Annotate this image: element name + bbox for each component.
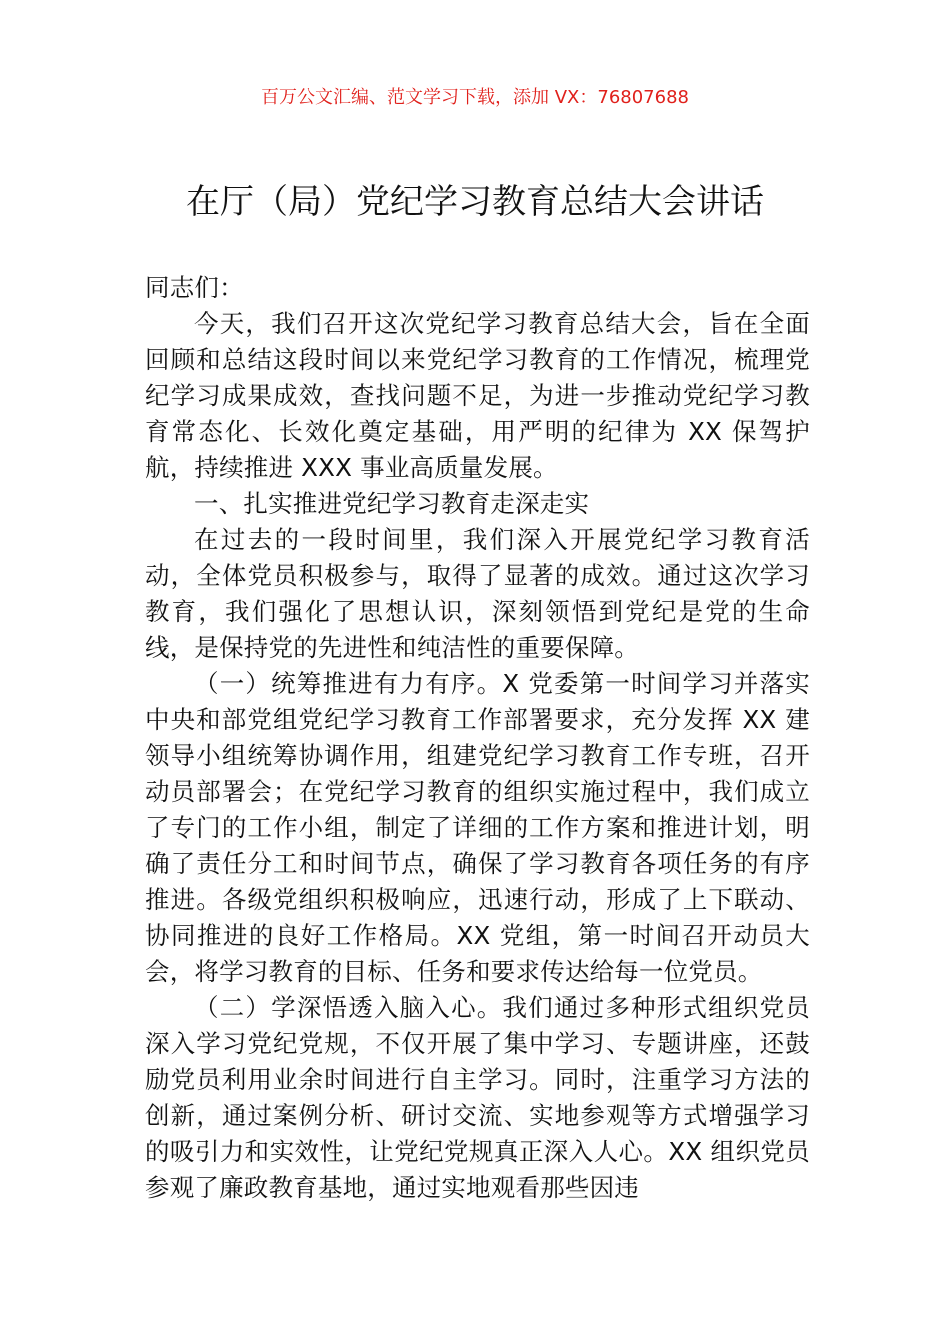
paragraph-subsection-2: （二）学深悟透入脑入心。我们通过多种形式组织党员深入学习党纪党规，不仅开展了集中学习、专题讲座，还鼓励党员利用业余时间进行自主学习。同时，注重学习方法的创新，通过案例分析、研讨交流、实地参观等方式增强学习的吸引力和实效性，让党纪党规真正深入人心。XX 组织党员参观了廉政教育基地，通过实地观看那些因违: [145, 993, 810, 1202]
section-heading-1: 一、扎实推进党纪学习教育走深走实: [194, 489, 590, 518]
paragraph-intro: 今天，我们召开这次党纪学习教育总结大会，旨在全面回顾和总结这段时间以来党纪学习教育的工作情况，梳理党纪学习成果成效，查找问题不足，为进一步推动党纪学习教育常态化、长效化奠定基础，用严明的纪律为 XX 保驾护航，持续推进 XXX 事业高质量发展。: [145, 309, 810, 482]
paragraph-subsection-1: （一）统筹推进有力有序。X 党委第一时间学习并落实中央和部党组党纪学习教育工作部署要求，充分发挥 XX 建领导小组统筹协调作用，组建党纪学习教育工作专班，召开动员部署会；在党纪学习教育的组织实施过程中，我们成立了专门的工作小组，制定了详细的工作方案和推进计划，明确了责任分工和时间节点，确保了学习教育各项任务的有序推进。各级党组织积极响应，迅速行动，形成了上下联动、协同推进的良好工作格局。XX 党组，第一时间召开动员大会，将学习教育的目标、任务和要求传达给每一位党员。: [145, 669, 810, 986]
header-promo-note: 百万公文汇编、范文学习下载，添加 VX：76807688: [261, 87, 689, 108]
paragraph-section-1: 在过去的一段时间里，我们深入开展党纪学习教育活动，全体党员积极参与，取得了显著的成效。通过这次学习教育，我们强化了思想认识，深刻领悟到党纪是党的生命线，是保持党的先进性和纯洁性的重要保障。: [145, 525, 810, 662]
salutation: 同志们：: [145, 273, 244, 302]
document-title: 在厅（局）党纪学习教育总结大会讲话: [186, 182, 764, 222]
document-body: [145, 270, 810, 1206]
